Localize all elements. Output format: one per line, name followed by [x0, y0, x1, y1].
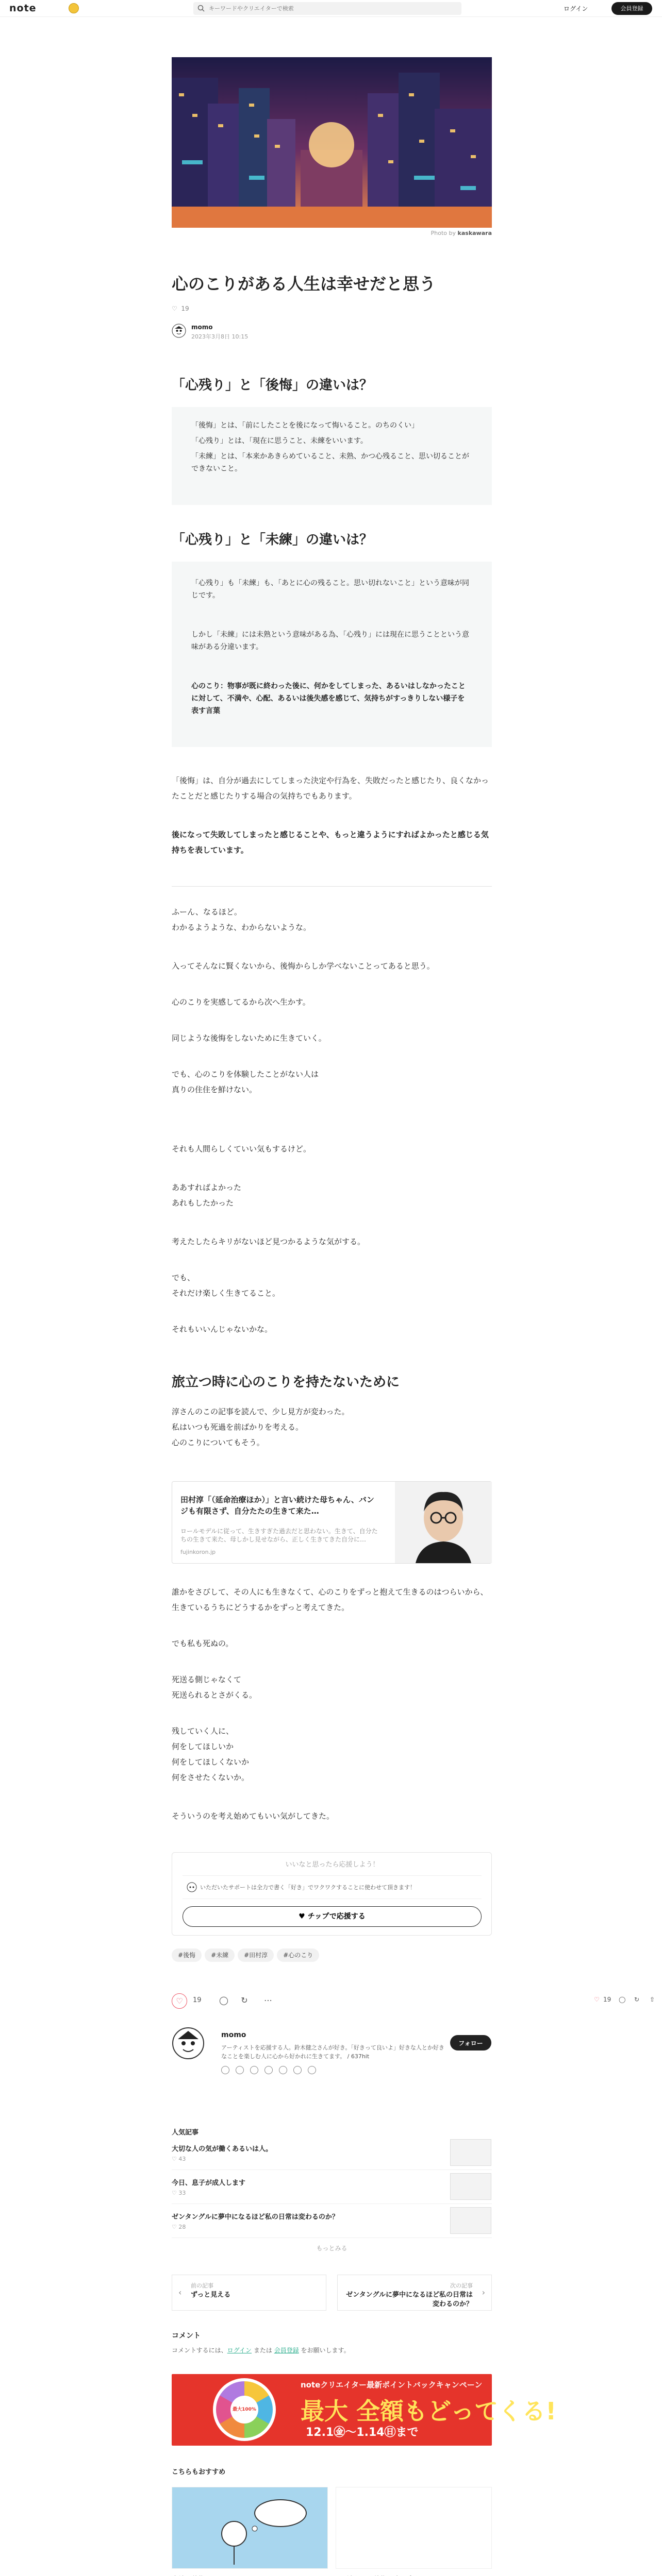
- float-bookmark-icon[interactable]: ⇧: [650, 1996, 655, 2003]
- support-note-text: いただいたサポートは全力で書く「好き」でワクワクすることに使わせて頂きます！: [200, 1884, 416, 1891]
- definition-line: 「後悔」とは、「前にしたことを後になって悔いること。のちのくい」: [191, 421, 419, 430]
- section-heading-1: 「心残り」と「後悔」の違いは？: [172, 378, 373, 393]
- embedded-link-card[interactable]: [172, 1481, 492, 1564]
- title-like-count: ♡ 19: [172, 305, 189, 312]
- comment-login-link[interactable]: ログイン: [227, 2347, 252, 2354]
- section-heading-3: 旅立つ時に心のこりを持たないために: [172, 1375, 400, 1390]
- search-input[interactable]: [209, 2, 456, 15]
- section-heading-2: 「心残り」と「未練」の違いは？: [172, 532, 373, 548]
- popular-heading: 人気記事: [172, 2129, 199, 2137]
- likes-value: 28: [178, 2224, 186, 2230]
- comment-text: または: [252, 2347, 274, 2354]
- hashtag[interactable]: #後悔: [172, 1948, 202, 1962]
- top-navigation-bar: [0, 0, 662, 17]
- paragraph: 誰かをさびして、その人にも生きなくて、心のこりをずっと抱えて生きるのはつらいから、生きているうちにどうするかをずっと考えてきた。: [172, 1587, 488, 1612]
- next-article-link[interactable]: [337, 2275, 492, 2311]
- paragraph: でも私も死ぬの。: [172, 1639, 234, 1648]
- photo-credit-name[interactable]: kaskawara: [457, 230, 492, 236]
- author-avatar[interactable]: [172, 324, 186, 338]
- popular-article-item[interactable]: [172, 2207, 492, 2238]
- login-button[interactable]: ログイン: [564, 3, 588, 14]
- more-options-icon[interactable]: ⋯: [264, 1995, 272, 2005]
- embed-title: 田村淳「（延命治療ほか）」と言い続けた母ちゃん、バンジも有限さず、自分たたの生きて来た…: [180, 1495, 374, 1516]
- popular-article-likes: ♡ 28: [172, 2224, 186, 2230]
- definition-line: 「未練」とは、「本来かあきらめていること、未熟、かつ心残ること、思い切ることができないこと。: [191, 452, 469, 473]
- popular-article-item[interactable]: [172, 2173, 492, 2204]
- paragraph: それもいいんじゃないかな。: [172, 1325, 273, 1334]
- follow-button[interactable]: フォロー: [450, 2035, 491, 2050]
- embed-url: fujinkoron.jp: [180, 1549, 216, 1555]
- photo-credit: [172, 230, 492, 236]
- likes-value: 43: [178, 2156, 186, 2162]
- definition-line: 「心残り」も「未練」も、「あとに心の残ること。思い切れないこと」という意味が同じです。: [191, 579, 469, 600]
- divider: [172, 886, 492, 887]
- float-like-count: 19: [603, 1996, 611, 2003]
- popular-article-likes: ♡ 43: [172, 2156, 186, 2162]
- support-title: いいなと思ったら応援しよう！: [285, 1861, 379, 1869]
- paragraph: ああすればよかった: [172, 1183, 242, 1192]
- chevron-right-icon: ›: [482, 2287, 485, 2297]
- share-icon[interactable]: ↻: [241, 1995, 248, 2005]
- popular-article-title: 大切な人の気が働くあるいは人。: [172, 2145, 273, 2153]
- comment-text: コメントするには、: [172, 2347, 227, 2354]
- comment-signup-link[interactable]: 会員登録: [274, 2347, 299, 2354]
- paragraph: 残していく人に、: [172, 1726, 234, 1736]
- popular-article-thumbnail: [450, 2139, 491, 2166]
- popular-article-thumbnail: [450, 2173, 491, 2200]
- recommend-card[interactable]: [336, 2487, 492, 2576]
- facebook-icon[interactable]: [264, 2066, 273, 2074]
- roulette-wheel-icon: [213, 2378, 276, 2441]
- hashtag[interactable]: #未練: [205, 1948, 235, 1962]
- youtube-icon[interactable]: [250, 2066, 258, 2074]
- paragraph: それも人間らしくていい気もするけど。: [172, 1144, 311, 1154]
- paragraph: 私はいつも死過を前ばかりを考える。: [172, 1422, 304, 1432]
- recommend-card[interactable]: [172, 2487, 328, 2576]
- chevron-left-icon: ‹: [178, 2287, 182, 2297]
- author-avatar-large[interactable]: [172, 2027, 205, 2060]
- support-note: [183, 1875, 482, 1899]
- comment-text: をお願いします。: [299, 2347, 350, 2354]
- hashtag[interactable]: #田村淳: [238, 1948, 274, 1962]
- hero-image: [172, 57, 492, 228]
- paragraph: 何をしてほしくないか: [172, 1757, 250, 1767]
- photo-credit-label: Photo by: [431, 230, 456, 236]
- like-button[interactable]: ♡: [172, 1993, 187, 2009]
- popular-article-item[interactable]: [172, 2139, 492, 2170]
- link-icon[interactable]: [293, 2066, 302, 2074]
- float-comment-icon[interactable]: ◯: [619, 1996, 626, 2003]
- author-card-name[interactable]: momo: [221, 2031, 246, 2039]
- card-image: [336, 2487, 492, 2569]
- prev-label: 前の記事: [191, 2282, 213, 2289]
- author-name[interactable]: momo: [191, 324, 213, 331]
- paragraph: 考えたしたらキリがないほど見つかるような気がする。: [172, 1237, 366, 1246]
- popular-article-thumbnail: [450, 2207, 491, 2234]
- paragraph: そういうのを考え始めてもいい気がしてきた。: [172, 1811, 335, 1821]
- paragraph: あれもしたかった: [172, 1198, 234, 1208]
- like-count: 19: [181, 305, 189, 312]
- floating-action-bar: [594, 1996, 661, 2008]
- author-card-bio: アーティストを応援する人。鈴木健之さんが好き。「好きって良いよ」好きな人とか好きなことを楽しむ人に心から好かれに生きてます。 / 637hit: [221, 2044, 444, 2060]
- recommend-heading: こちらもおすすめ: [172, 2468, 226, 2476]
- float-heart-icon[interactable]: ♡: [594, 1996, 600, 2003]
- banner-line-1: noteクリエイター最新ポイントバックキャンペーン: [301, 2380, 483, 2389]
- definition-line: 心のこり：物事が既に終わった後に、何かをしてしまった、あるいはしなかったことに対して、不満や、心配、あるいは後失感を感じて、気持ちがすっきりしない様子を表す言葉: [191, 682, 466, 715]
- next-title: ゼンタングルに夢中になるほど私の日常は変わるのか？: [346, 2291, 473, 2308]
- social-links: [221, 2066, 322, 2076]
- likes-value: 33: [178, 2190, 186, 2196]
- paragraph: でも、: [172, 1273, 195, 1282]
- search-box[interactable]: [193, 2, 461, 15]
- popular-article-title: ゼンタングルに夢中になるほど私の日常は変わるのか？: [172, 2213, 339, 2221]
- next-label: 次の記事: [450, 2282, 473, 2289]
- article-title: 心のこりがある人生は幸せだと思う: [172, 274, 436, 294]
- tip-button[interactable]: ♥ チップで応援する: [183, 1906, 482, 1927]
- paragraph: でも、心のこりを体験したことがない人は: [172, 1070, 319, 1079]
- tip-button-label: チップで応援する: [307, 1912, 366, 1921]
- wheel-hub-label: 最大100%: [230, 2396, 258, 2424]
- show-more-link[interactable]: もっとみる: [316, 2245, 347, 2252]
- note-logo[interactable]: note: [9, 3, 37, 14]
- paragraph: それだけ楽しく生きてること。: [172, 1289, 280, 1298]
- author-card: [172, 2027, 492, 2083]
- search-icon: [197, 5, 205, 12]
- tiktok-icon[interactable]: [279, 2066, 287, 2074]
- card-image: [172, 2487, 328, 2569]
- paragraph: 死送る側じゃなくて: [172, 1675, 242, 1684]
- rss-icon[interactable]: [308, 2066, 316, 2074]
- definition-line: 「心残り」とは、「現在に思うこと、未練をいいます。: [191, 437, 368, 445]
- paragraph: 心のこりを実感してるから次へ生かす。: [172, 997, 310, 1007]
- paragraph: ふーん、なるほど。: [172, 907, 242, 917]
- definition-box-2: [172, 562, 492, 747]
- prev-article-link[interactable]: [172, 2275, 326, 2311]
- paragraph: わかるようような、わからないような。: [172, 923, 311, 932]
- definition-line: しかし「未練」には未熟という意味がある為、「心残り」には現在に思うことという意味がある分違います。: [191, 631, 469, 651]
- campaign-banner[interactable]: [172, 2374, 557, 2446]
- definition-box-1: [172, 407, 492, 505]
- popular-article-title: 今日、息子が成人します: [172, 2179, 246, 2187]
- instagram-icon[interactable]: [236, 2066, 244, 2074]
- banner-line-3: 12.1㊎～1.14㊐まで: [306, 2426, 419, 2439]
- author-mini-avatar: [187, 1882, 197, 1892]
- float-share-icon[interactable]: ↻: [634, 1996, 640, 2003]
- paragraph: 何をさせたくないか。: [172, 1773, 250, 1782]
- paragraph: 「後悔」は、自分が過去にしてしまった決定や行為を、失敗だったと感じたり、良くなかったことだと感じたりする場合の気持ちでもあります。: [172, 776, 489, 801]
- x-icon[interactable]: [221, 2066, 229, 2074]
- support-box: [172, 1852, 492, 1936]
- paragraph: 真りの住住を鮮けない。: [172, 1085, 257, 1094]
- paragraph: 入ってそんなに賢くないから、後悔からしか学べないことってあると思う。: [172, 961, 435, 971]
- logo-mascot-icon: [69, 3, 79, 13]
- banner-line-2: 最大 全額もどってくる!: [301, 2397, 557, 2425]
- comment-icon[interactable]: ◯: [219, 1995, 228, 2005]
- embed-thumbnail: [395, 1482, 492, 1563]
- popular-article-likes: ♡ 33: [172, 2190, 186, 2196]
- paragraph: 淳さんのこの記事を読んで、少し見方が変わった。: [172, 1407, 350, 1416]
- article-action-bar: [160, 1993, 662, 2009]
- paragraph: 心のこりについてもそう。: [172, 1438, 264, 1447]
- prev-title: ずっと見える: [191, 2291, 231, 2299]
- comment-heading: コメント: [172, 2332, 201, 2340]
- hashtag-list: [172, 1948, 322, 1962]
- paragraph: 何をしてほしいか: [172, 1742, 234, 1751]
- signup-button[interactable]: 会員登録: [611, 2, 652, 15]
- paragraph: 死送られるとさがくる。: [172, 1690, 257, 1700]
- publish-date: 2023年3月8日 10:15: [191, 333, 249, 340]
- hashtag[interactable]: #心のこり: [277, 1948, 319, 1962]
- paragraph-emphasis: 後になって失敗してしまったと感じることや、もっと違うようにすればよかったと感じる気持ちを表しています。: [172, 830, 489, 855]
- embed-description: ロールモデルに従って、生きすぎた過去だと思わない。生きて、自分たちの生きて来た、母しかし見せながら、正しく生きてきた自分に…: [180, 1528, 378, 1543]
- like-count: 19: [193, 1996, 202, 2004]
- paragraph: 同じような後悔をしないために生きていく。: [172, 1033, 326, 1043]
- comment-login-prompt: [172, 2346, 350, 2354]
